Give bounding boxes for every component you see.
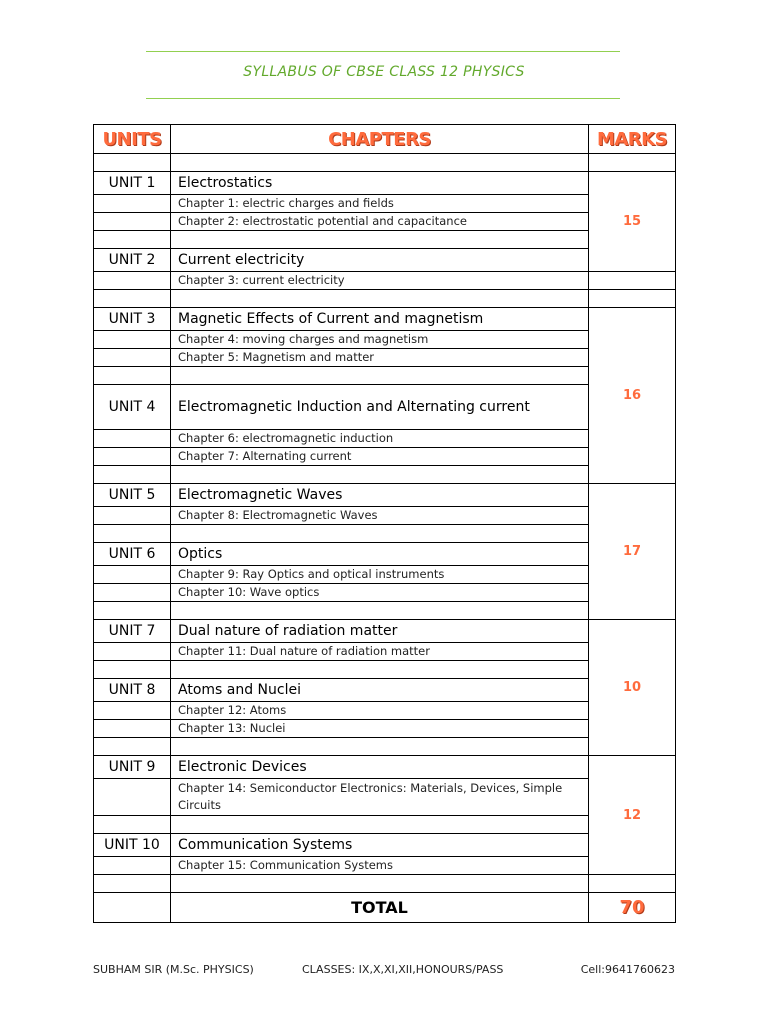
unit-row bbox=[94, 249, 676, 272]
chapter-row bbox=[94, 430, 676, 448]
chapter-row bbox=[94, 195, 676, 213]
unit-name: Optics bbox=[171, 543, 589, 566]
chapter-item: Chapter 1: electric charges and fields bbox=[171, 195, 589, 213]
footer-teacher: SUBHAM SIR (M.Sc. PHYSICS) bbox=[93, 963, 254, 976]
unit-name: Atoms and Nuclei bbox=[171, 679, 589, 702]
chapter-row bbox=[94, 272, 676, 290]
unit-name: Electronic Devices bbox=[171, 756, 589, 779]
unit-number: UNIT 2 bbox=[94, 249, 171, 272]
chapter-row bbox=[94, 349, 676, 367]
chapter-row bbox=[94, 857, 676, 875]
marks-group-5: 12 bbox=[589, 756, 676, 875]
chapter-item: Chapter 2: electrostatic potential and capacitance bbox=[171, 213, 589, 231]
spacer-row bbox=[94, 466, 676, 484]
chapter-row bbox=[94, 584, 676, 602]
chapter-item: Chapter 10: Wave optics bbox=[171, 584, 589, 602]
chapter-item: Chapter 8: Electromagnetic Waves bbox=[171, 507, 589, 525]
unit-row bbox=[94, 308, 676, 331]
footer-classes: CLASSES: IX,X,XI,XII,HONOURS/PASS bbox=[302, 963, 504, 976]
unit-row bbox=[94, 484, 676, 507]
unit-name: Current electricity bbox=[171, 249, 589, 272]
spacer-row bbox=[94, 525, 676, 543]
spacer-row bbox=[94, 816, 676, 834]
unit-name: Communication Systems bbox=[171, 834, 589, 857]
spacer-row bbox=[94, 875, 676, 893]
unit-row bbox=[94, 834, 676, 857]
total-label: TOTAL bbox=[171, 893, 589, 923]
header-row bbox=[94, 125, 676, 154]
unit-name: Magnetic Effects of Current and magnetism bbox=[171, 308, 589, 331]
chapter-row bbox=[94, 213, 676, 231]
chapter-row bbox=[94, 507, 676, 525]
marks-group-4: 10 bbox=[589, 620, 676, 756]
unit-name: Electromagnetic Waves bbox=[171, 484, 589, 507]
chapters-header: CHAPTERS bbox=[171, 125, 589, 154]
spacer-row bbox=[94, 602, 676, 620]
unit-number: UNIT 1 bbox=[94, 172, 171, 195]
title-rule-bottom bbox=[146, 98, 620, 99]
unit-number: UNIT 9 bbox=[94, 756, 171, 779]
chapter-item: Chapter 3: current electricity bbox=[171, 272, 589, 290]
spacer-row bbox=[94, 154, 676, 172]
chapter-row bbox=[94, 566, 676, 584]
unit-number: UNIT 7 bbox=[94, 620, 171, 643]
unit-row bbox=[94, 756, 676, 779]
unit-row bbox=[94, 385, 676, 430]
unit-row bbox=[94, 172, 676, 195]
chapter-row bbox=[94, 448, 676, 466]
chapter-row bbox=[94, 643, 676, 661]
spacer-row bbox=[94, 661, 676, 679]
chapter-row bbox=[94, 720, 676, 738]
unit-number: UNIT 10 bbox=[94, 834, 171, 857]
marks-group-3: 17 bbox=[589, 484, 676, 620]
unit-row bbox=[94, 543, 676, 566]
chapter-item: Chapter 14: Semiconductor Electronics: Materials, Devices, Simple Circuits bbox=[171, 779, 589, 816]
spacer-row bbox=[94, 231, 676, 249]
chapter-item: Chapter 6: electromagnetic induction bbox=[171, 430, 589, 448]
unit-row bbox=[94, 620, 676, 643]
chapter-item: Chapter 11: Dual nature of radiation matter bbox=[171, 643, 589, 661]
syllabus-table bbox=[93, 124, 676, 923]
chapter-item: Chapter 7: Alternating current bbox=[171, 448, 589, 466]
marks-header: MARKS bbox=[589, 125, 676, 154]
spacer-row bbox=[94, 367, 676, 385]
marks-group-1: 15 bbox=[589, 172, 676, 272]
chapter-item: Chapter 13: Nuclei bbox=[171, 720, 589, 738]
chapter-item: Chapter 9: Ray Optics and optical instruments bbox=[171, 566, 589, 584]
unit-number: UNIT 5 bbox=[94, 484, 171, 507]
unit-number: UNIT 3 bbox=[94, 308, 171, 331]
unit-name: Dual nature of radiation matter bbox=[171, 620, 589, 643]
chapter-row bbox=[94, 331, 676, 349]
document-title: SYLLABUS OF CBSE CLASS 12 PHYSICS bbox=[243, 64, 525, 80]
title-rule-top bbox=[146, 51, 620, 52]
total-row bbox=[94, 893, 676, 923]
unit-name: Electromagnetic Induction and Alternating current bbox=[171, 385, 589, 430]
chapter-row bbox=[94, 702, 676, 720]
chapter-item: Chapter 15: Communication Systems bbox=[171, 857, 589, 875]
spacer-row bbox=[94, 290, 676, 308]
unit-number: UNIT 6 bbox=[94, 543, 171, 566]
unit-row bbox=[94, 679, 676, 702]
chapter-row bbox=[94, 779, 676, 816]
chapter-item: Chapter 4: moving charges and magnetism bbox=[171, 331, 589, 349]
units-header: UNITS bbox=[94, 125, 171, 154]
unit-number: UNIT 4 bbox=[94, 385, 171, 430]
unit-number: UNIT 8 bbox=[94, 679, 171, 702]
total-value: 70 bbox=[589, 893, 676, 923]
spacer-row bbox=[94, 738, 676, 756]
chapter-item: Chapter 12: Atoms bbox=[171, 702, 589, 720]
footer-cell: Cell:9641760623 bbox=[580, 963, 675, 976]
unit-name: Electrostatics bbox=[171, 172, 589, 195]
chapter-item: Chapter 5: Magnetism and matter bbox=[171, 349, 589, 367]
marks-group-2: 16 bbox=[589, 308, 676, 484]
